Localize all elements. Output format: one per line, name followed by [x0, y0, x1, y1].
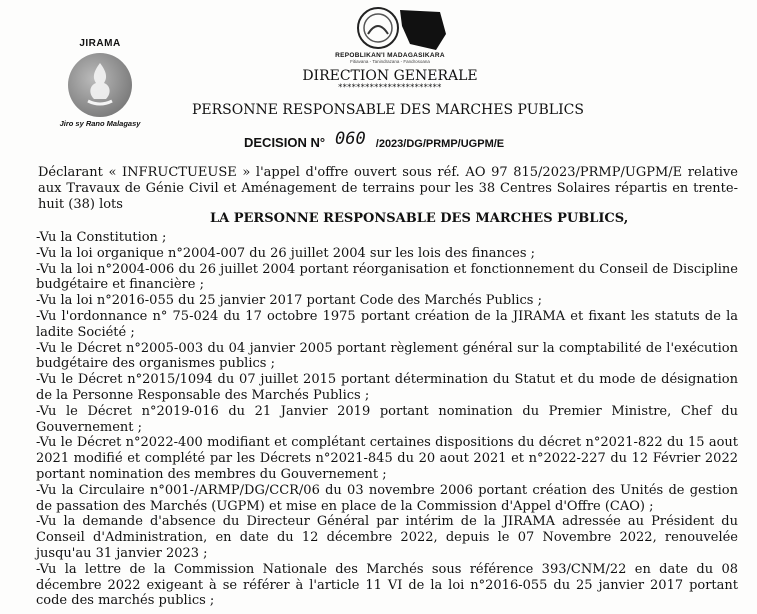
vu-list — [36, 230, 738, 609]
decision-line — [244, 129, 505, 152]
vu-item: -Vu le Décret n°2019-016 du 21 Janvier 2019 portant nomination du Premier Ministre, Chef du Gouvernement ; — [36, 403, 738, 435]
decision-intro: Déclarant « INFRUCTUEUSE » l'appel d'offre ouvert sous réf. AO 97 815/2023/PRMP/UGPM/E relative aux Travaux de Génie Civil et Aménagement de terrains pour les 38 Centres Solaires répartis en trente-huit (38) lots — [38, 165, 738, 212]
logo-top-text: JIRAMA — [79, 38, 121, 49]
prmp-title: PERSONNE RESPONSABLE DES MARCHES PUBLICS — [192, 102, 584, 118]
vu-item: -Vu le Décret n°2005-003 du 04 janvier 2005 portant règlement général sur la comptabilité de l'exécution budgétaire des organismes publics ; — [36, 340, 738, 372]
republic-seal-icon — [340, 4, 460, 56]
section-heading: LA PERSONNE RESPONSABLE DES MARCHES PUBLICS, — [210, 211, 629, 226]
vu-item: -Vu la loi n°2004-006 du 26 juillet 2004 portant réorganisation et fonctionnement du Conseil de Discipline budgétaire et financière ; — [36, 261, 738, 293]
republic-motto: Fitiavana - Tanindrazana - Fandrosoana — [350, 59, 430, 64]
vu-item: -Vu la Constitution ; — [36, 230, 167, 245]
vu-item: -Vu la Circulaire n°001-/ARMP/DG/CCR/06 du 03 novembre 2006 portant création des Unités de gestion de passation des Marchés (UGPM) et mise en place de la Commission d'Appel d'Offre (CAO) ; — [36, 482, 738, 514]
decision-label: DECISION N° — [244, 135, 326, 150]
vu-item: -Vu la lettre de la Commission Nationale des Marchés sous référence 393/CNM/22 en date du 08 décembre 2022 exigeant à se référer à l'article 11 VI de la loi n°2016-055 du 25 janvier 2017 portant code des marchés publics ; — [36, 561, 738, 609]
vu-item: -Vu l'ordonnance n° 75-024 du 17 octobre 1975 portant création de la JIRAMA et fixant les statuts de la ladite Société ; — [36, 308, 738, 340]
vu-item: -Vu la loi n°2016-055 du 25 janvier 2017 portant Code des Marchés Publics ; — [36, 293, 542, 309]
jirama-logo — [40, 38, 160, 128]
republic-title: REPOBLIKAN'I MADAGASIKARA — [335, 52, 445, 59]
logo-bottom-text: Jiro sy Rano Malagasy — [59, 119, 141, 128]
vu-item: -Vu le Décret n°2015/1094 du 07 juillet 2015 portant détermination du Statut et du mode de désignation de la Personne Responsable des Marchés Publics ; — [36, 372, 738, 403]
vu-item: -Vu la loi organique n°2004-007 du 26 juillet 2004 sur les lois des finances ; — [36, 245, 536, 261]
stars-divider: *********************** — [338, 83, 442, 92]
jirama-emblem-icon — [68, 53, 132, 117]
direction-generale-title: DIRECTION GENERALE — [302, 68, 478, 84]
vu-item: -Vu la demande d'absence du Directeur Général par intérim de la JIRAMA adressée au Président du Conseil d'Administration, en date du 12 décembre 2022, depuis le 07 Novembre 2022, renouvelée jusqu'au 31 janvier 2023 ; — [36, 514, 738, 561]
decision-suffix: /2023/DG/PRMP/UGPM/E — [375, 138, 505, 150]
vu-item: -Vu le Décret n°2022-400 modifiant et complétant certaines dispositions du décret n°2021-822 du 15 aout 2021 modifié et complété par les Décrets n°2021-845 du 20 aout 2021 et n°2022-227 du 12 Février 2022 portant nomination des membres du Gouvernement ; — [36, 435, 738, 482]
decision-number: 060 — [335, 129, 366, 149]
